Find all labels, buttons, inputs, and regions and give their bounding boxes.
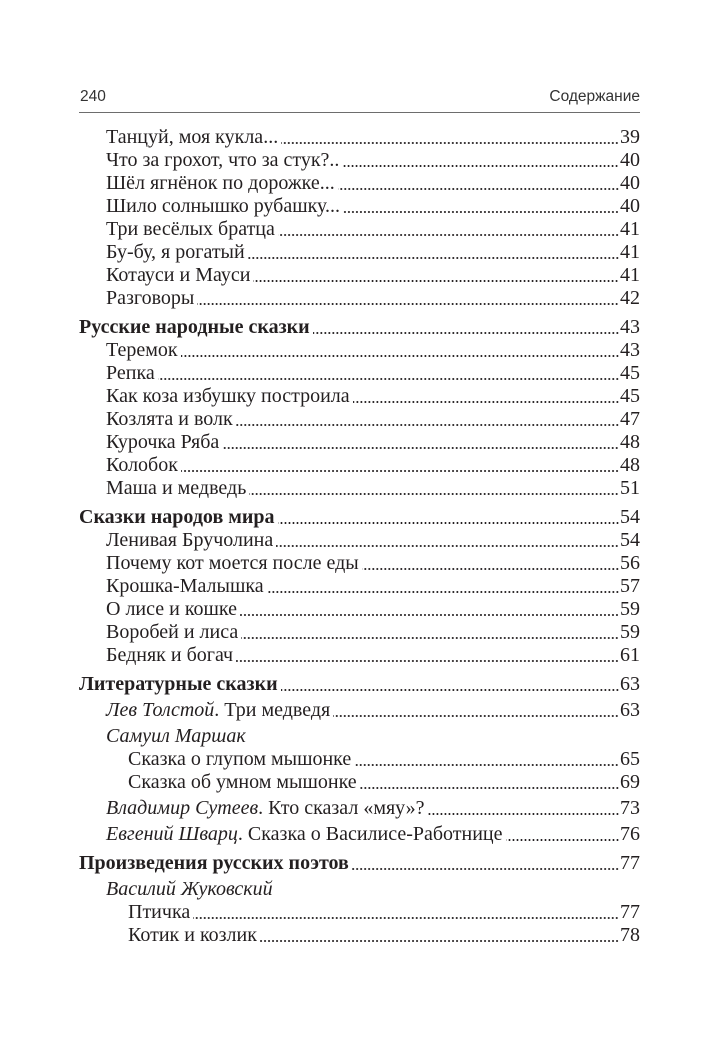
toc-entry[interactable] [79,385,640,408]
dot-leader [236,424,619,426]
toc-entry-label [106,339,178,362]
dot-leader [193,917,619,919]
toc-entry-label [128,748,351,771]
toc-entry-title: Шёл ягнёнок по дорожке... [106,172,335,194]
toc-entry-page: 47 [620,408,640,430]
toc-entry-page: 63 [620,699,640,721]
dot-leader [276,545,619,547]
table-of-contents [79,126,640,947]
toc-entry-label [106,575,264,598]
toc-entry-page: 78 [620,924,640,946]
dot-leader [240,614,619,616]
dot-leader [236,660,619,662]
toc-entry[interactable] [79,408,640,431]
dot-leader [506,839,619,841]
toc-entry-page: 51 [620,477,640,499]
toc-entry-label [79,852,349,875]
dot-leader [249,493,619,495]
toc-entry-page: 59 [620,598,640,620]
toc-entry-title: Как коза избушку построила [106,385,350,407]
toc-entry-page: 39 [620,126,640,148]
toc-entry-title: Литературные сказки [79,673,278,695]
toc-entry-page: 48 [620,454,640,476]
toc-entry[interactable] [79,621,640,644]
toc-section[interactable] [79,852,640,875]
toc-entry-label [79,673,278,696]
toc-entry[interactable] [79,241,640,264]
toc-entry-title: Танцуй, моя кукла... [106,126,279,148]
toc-entry-title: Три весёлых братца [106,218,275,240]
toc-entry-title: Разговоры [106,287,195,309]
toc-entry-author: Василий Жуковский [106,878,273,900]
toc-entry[interactable] [79,362,640,385]
toc-entry-label [106,431,219,454]
toc-entry[interactable] [79,878,640,901]
toc-entry-page: 41 [620,241,640,263]
toc-entry[interactable] [79,431,640,454]
toc-entry-label [128,771,357,794]
toc-entry-title: Воробей и лиса [106,621,239,643]
toc-entry[interactable] [79,725,640,748]
dot-leader [181,355,619,357]
toc-entry-author: Лев Толстой [106,699,215,721]
toc-entry-title: Сказка о глупом мышонке [128,748,352,770]
toc-entry-title: Сказка об умном мышонке [128,771,357,793]
toc-entry-author: Самуил Маршак [106,725,246,747]
toc-entry[interactable] [79,339,640,362]
toc-entry-label [106,218,275,241]
dot-leader [278,234,619,236]
toc-entry-page: 77 [620,852,640,874]
toc-entry-page: 43 [620,339,640,361]
toc-entry-title: Почему кот моется после еды [106,552,359,574]
toc-entry-label [106,195,340,218]
dot-leader [281,689,619,691]
toc-entry-page: 48 [620,431,640,453]
dot-leader [181,470,619,472]
toc-entry[interactable] [79,172,640,195]
toc-entry-page: 40 [620,149,640,171]
dot-leader [428,813,619,815]
toc-entry[interactable] [79,575,640,598]
toc-entry-label [106,241,245,264]
toc-entry-label [106,644,233,667]
dot-leader [343,211,619,213]
toc-entry-title: Сказки народов мира [79,506,275,528]
toc-entry-title: О лисе и кошке [106,598,238,620]
toc-entry-title: . Три медведя [214,699,331,721]
toc-entry-page: 61 [620,644,640,666]
toc-entry-label [106,699,330,722]
toc-entry[interactable] [79,771,640,794]
toc-entry[interactable] [79,529,640,552]
toc-entry-label [106,878,273,901]
toc-entry-title: Птичка [128,901,191,923]
dot-leader [260,940,619,942]
toc-entry-title: Бедняк и богач [106,644,234,666]
toc-entry-page: 42 [620,287,640,309]
toc-entry-label [106,621,238,644]
running-head [79,86,640,113]
toc-entry-label [106,408,233,431]
dot-leader [342,165,619,167]
toc-entry[interactable] [79,797,640,820]
toc-entry[interactable] [79,598,640,621]
toc-entry-page: 41 [620,218,640,240]
toc-entry-title: Произведения русских поэтов [79,852,349,874]
toc-entry-title: Теремок [106,339,178,361]
toc-entry[interactable] [79,901,640,924]
toc-entry-page: 56 [620,552,640,574]
dot-leader [333,715,619,717]
dot-leader [352,868,619,870]
toc-entry-label [106,598,237,621]
toc-entry[interactable] [79,218,640,241]
toc-entry[interactable] [79,699,640,722]
toc-entry-label [106,477,246,500]
toc-entry-page: 69 [620,771,640,793]
dot-leader [278,522,619,524]
dot-leader [353,401,619,403]
toc-entry[interactable] [79,454,640,477]
toc-entry-author: Владимир Сутеев [106,797,259,819]
toc-entry-page: 76 [620,823,640,845]
toc-entry-page: 45 [620,362,640,384]
toc-entry-label [106,385,350,408]
dot-leader [313,332,619,334]
toc-section[interactable] [79,316,640,339]
dot-leader [248,257,619,259]
toc-entry-label [128,901,190,924]
toc-entry-title: Русские народные сказки [79,316,310,338]
toc-entry-title: Котауси и Мауси [106,264,251,286]
page-number: 240 [80,88,106,105]
dot-leader [253,280,619,282]
toc-entry[interactable] [79,748,640,771]
toc-entry[interactable] [79,552,640,575]
toc-entry-author: Евгений Шварц [106,823,238,845]
dot-leader [222,447,619,449]
toc-entry-label [106,149,339,172]
toc-entry-label [106,552,359,575]
toc-entry-page: 65 [620,748,640,770]
toc-entry-page: 57 [620,575,640,597]
toc-entry[interactable] [79,126,640,149]
toc-entry-page: 77 [620,901,640,923]
toc-entry-label [106,126,278,149]
toc-entry-title: Колобок [106,454,178,476]
toc-entry-page: 41 [620,264,640,286]
toc-entry-title: Козлята и волк [106,408,233,430]
toc-entry[interactable] [79,195,640,218]
toc-entry-label [106,264,250,287]
toc-entry[interactable] [79,149,640,172]
toc-entry[interactable] [79,477,640,500]
toc-entry-page: 54 [620,529,640,551]
dot-leader [362,568,619,570]
toc-entry-page: 63 [620,673,640,695]
toc-entry-title: Крошка-Малышка [106,575,264,597]
dot-leader [197,303,619,305]
toc-entry-label [106,172,335,195]
dot-leader [241,637,619,639]
toc-entry-title: . Кто сказал «мяу»? [258,797,425,819]
toc-entry-page: 40 [620,172,640,194]
dot-leader [360,787,619,789]
toc-entry-page: 73 [620,797,640,819]
toc-entry-label [106,823,503,846]
toc-entry-title: Шило солнышко рубашку... [106,195,341,217]
toc-entry-title: . Сказка о Василисе-Работнице [237,823,503,845]
toc-entry-label [106,362,155,385]
toc-entry[interactable] [79,644,640,667]
dot-leader [281,142,619,144]
toc-section[interactable] [79,506,640,529]
running-head-title: Содержание [549,88,640,105]
toc-entry-label [128,924,257,947]
toc-entry-title: Что за грохот, что за стук?.. [106,149,340,171]
toc-entry-title: Репка [106,362,155,384]
toc-entry[interactable] [79,924,640,947]
toc-entry-title: Ленивая Бручолина [106,529,274,551]
dot-leader [338,188,619,190]
toc-entry-label [106,454,178,477]
toc-entry[interactable] [79,264,640,287]
toc-entry-label [79,506,275,529]
dot-leader [354,764,619,766]
toc-entry-title: Курочка Ряба [106,431,220,453]
toc-entry[interactable] [79,287,640,310]
toc-entry-page: 45 [620,385,640,407]
toc-entry-label [79,316,310,339]
dot-leader [158,378,619,380]
toc-entry-page: 59 [620,621,640,643]
toc-entry-page: 54 [620,506,640,528]
toc-entry-label [106,287,194,310]
toc-entry-label [106,797,425,820]
dot-leader [267,591,619,593]
toc-entry-title: Маша и медведь [106,477,247,499]
toc-entry-title: Котик и козлик [128,924,257,946]
toc-section[interactable] [79,673,640,696]
toc-entry[interactable] [79,823,640,846]
toc-entry-page: 40 [620,195,640,217]
toc-entry-label [106,725,246,748]
toc-entry-label [106,529,273,552]
toc-entry-title: Бу-бу, я рогатый [106,241,245,263]
toc-entry-page: 43 [620,316,640,338]
